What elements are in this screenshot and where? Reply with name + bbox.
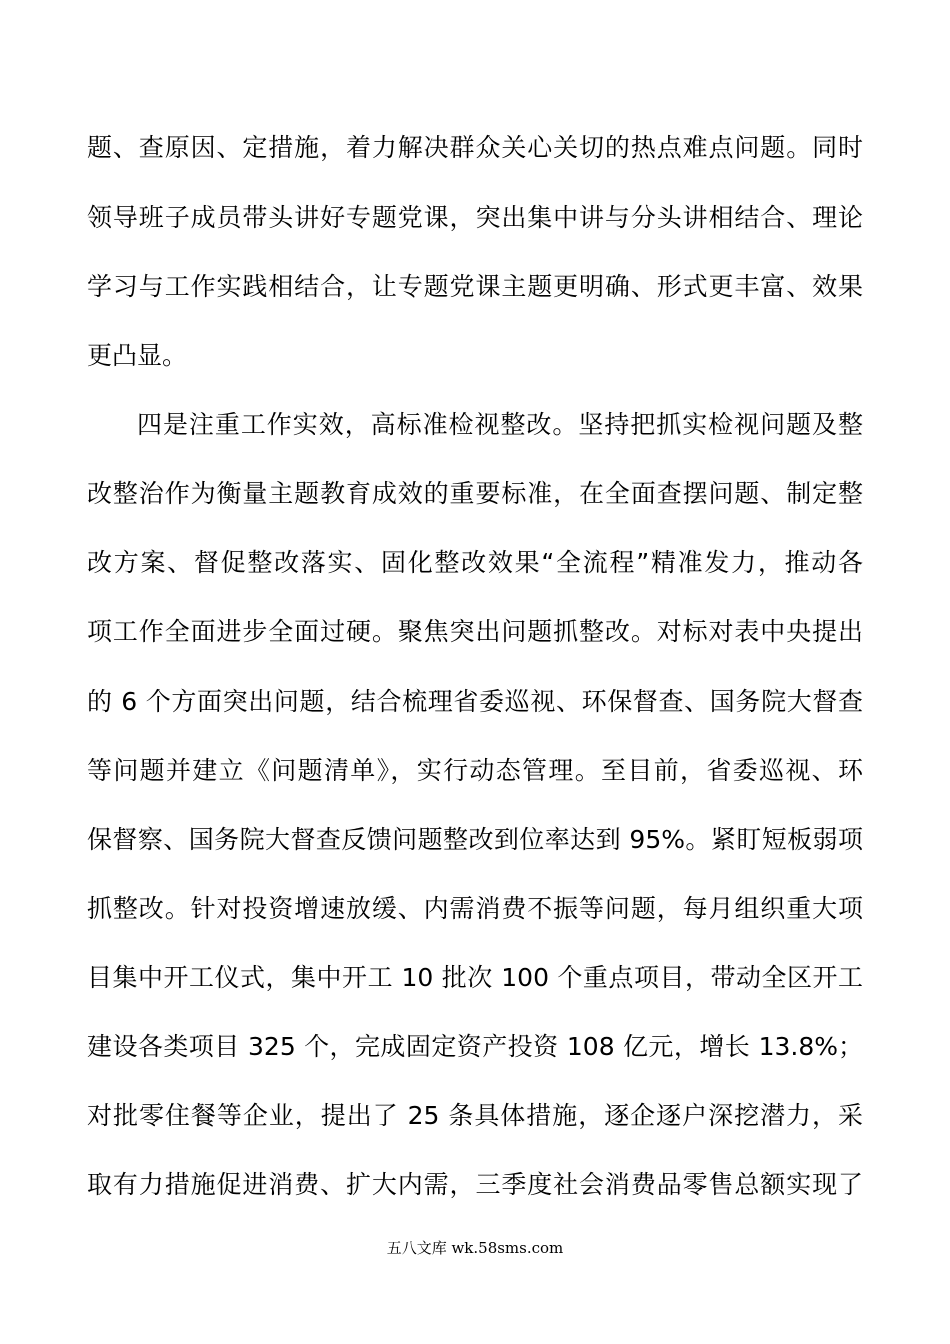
text-line: 对批零住餐等企业，提出了 25 条具体措施，逐企逐户深挖潜力，采 <box>87 1101 863 1130</box>
text-line: 领导班子成员带头讲好专题党课，突出集中讲与分头讲相结合、理论 <box>87 203 863 232</box>
text-line: 取有力措施促进消费、扩大内需，三季度社会消费品零售总额实现了 <box>87 1170 863 1199</box>
text-line: 题、查原因、定措施，着力解决群众关心关切的热点难点问题。同时 <box>87 133 863 162</box>
page-footer: 五八文库 wk.58sms.com <box>386 1239 564 1257</box>
text-line: 抓整改。针对投资增速放缓、内需消费不振等问题，每月组织重大项 <box>87 894 863 923</box>
text-line: 建设各类项目 325 个，完成固定资产投资 108 亿元，增长 13.8%； <box>87 1032 863 1061</box>
text-line: 项工作全面进步全面过硬。聚焦突出问题抓整改。对标对表中央提出 <box>87 617 863 646</box>
text-line: 的 6 个方面突出问题，结合梳理省委巡视、环保督查、国务院大督查 <box>87 687 863 716</box>
text-line: 学习与工作实践相结合，让专题党课主题更明确、形式更丰富、效果 <box>87 272 863 301</box>
paragraph-first-line: 四是注重工作实效，高标准检视整改。坚持把抓实检视问题及整 <box>137 410 863 439</box>
text-line: 改整治作为衡量主题教育成效的重要标准，在全面查摆问题、制定整 <box>87 479 863 508</box>
text-line: 等问题并建立《问题清单》，实行动态管理。至目前，省委巡视、环 <box>87 756 863 785</box>
text-line: 改方案、督促整改落实、固化整改效果“全流程”精准发力，推动各 <box>87 548 863 577</box>
text-line: 更凸显。 <box>87 341 188 370</box>
text-line: 保督察、国务院大督查反馈问题整改到位率达到 95%。紧盯短板弱项 <box>87 825 863 854</box>
text-line: 目集中开工仪式，集中开工 10 批次 100 个重点项目，带动全区开工 <box>87 963 863 992</box>
